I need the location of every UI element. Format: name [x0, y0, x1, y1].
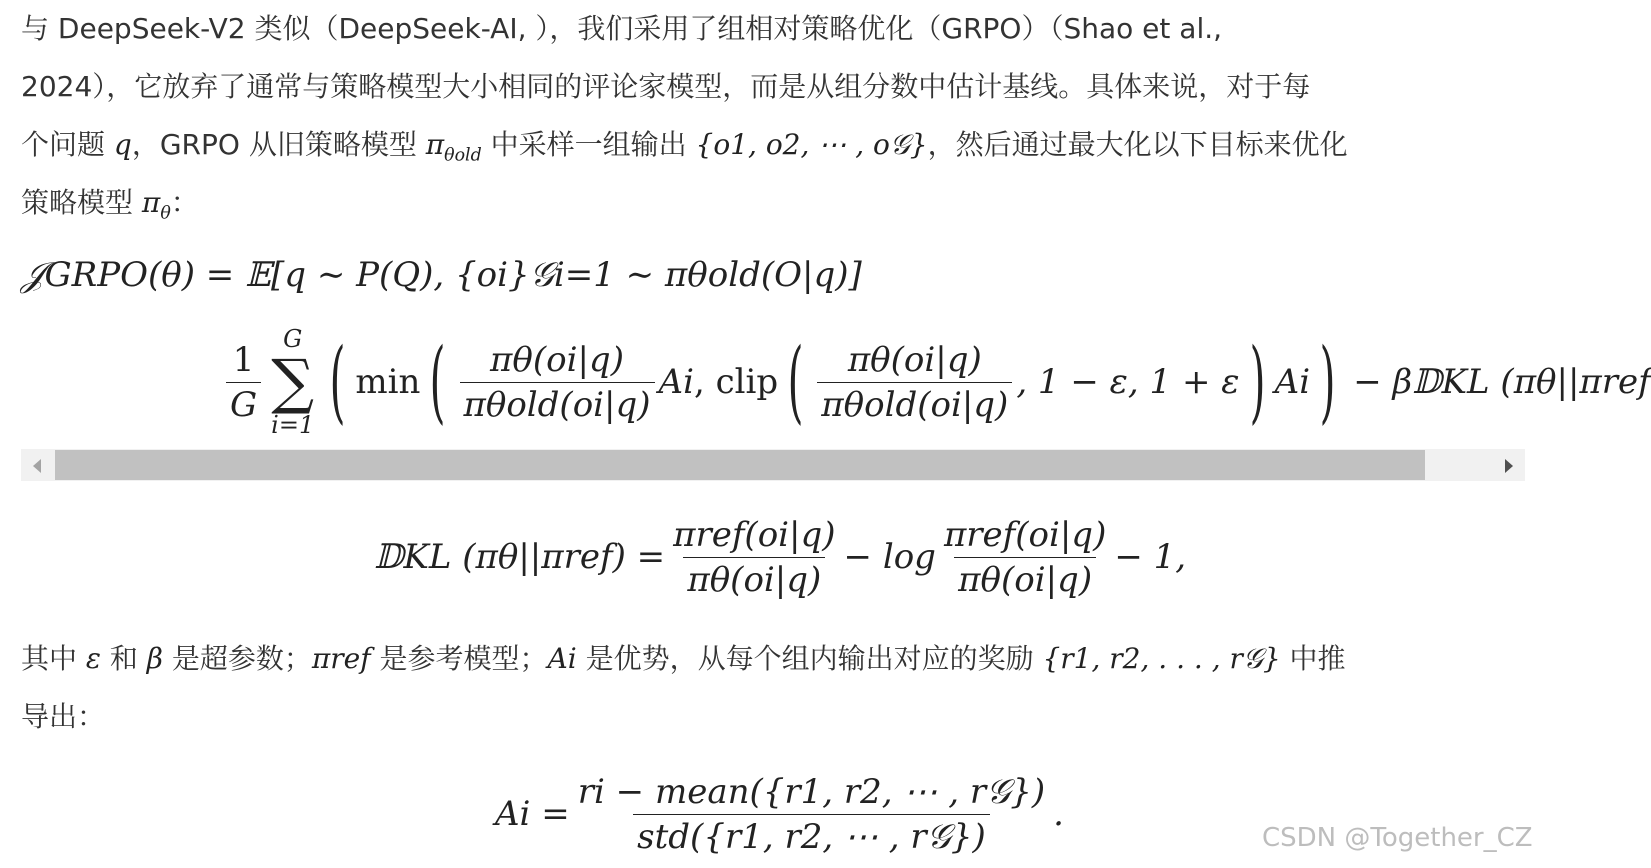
- intro-paragraph: [21, 0, 1531, 232]
- output-set: {o1, o2, ⋯ , o𝒢}: [695, 128, 928, 161]
- pi-ref: πref: [311, 642, 371, 675]
- clip-ratio-fraction: $\frac{\pi\theta(oi|q)}{\text{πθold(oi|q)}}$: [817, 340, 1012, 425]
- csdn-watermark: CSDN @Together_CZ: [1262, 823, 1533, 853]
- one-over-g: $\frac{1}{G}$: [226, 340, 261, 425]
- hyperparam-line-1: 其中 ε 和 β 是超参数；πref 是参考模型；Ai 是优势，从每个组内输出对应的奖励 {r1, r2, . . . , r𝒢} 中推: [21, 642, 1346, 675]
- pi-theta: $\pi_\theta$: [141, 186, 171, 224]
- scrollbar-thumb[interactable]: [55, 450, 1425, 480]
- hyperparam-paragraph: [21, 630, 1531, 746]
- ratio-fraction: $\frac{\pi\theta(oi|q)}{\text{πθold(oi|q)}}$: [460, 340, 655, 425]
- scroll-left-icon[interactable]: [33, 459, 41, 473]
- intro-line-3: 个问题 q，GRPO 从旧策略模型 $\pi_{\theta old}$ 中采样一组输出 {o1, o2, ⋯ , o𝒢}，然后通过最大化以下目标来优化: [21, 128, 1348, 166]
- advantage-equation: Ai = $\frac{\text{ri − mean(\{r1, r2, ⋯ , r𝒢\})}}{\text{std(\{r1, r2, ⋯ , r𝒢\})}}$ .: [495, 771, 1064, 857]
- advantage-fraction: $\frac{\text{ri − mean(\{r1, r2, ⋯ , r𝒢\})}}{\text{std(\{r1, r2, ⋯ , r𝒢\})}}$: [577, 771, 1046, 857]
- pi-old: $\pi_{\theta old}$: [425, 128, 482, 166]
- var-q: q: [113, 128, 132, 161]
- reward-set: {r1, r2, . . . , r𝒢}: [1042, 642, 1281, 675]
- hyperparam-line-2: 导出：: [21, 700, 106, 733]
- kl-divergence-equation: 𝔻KL (πθ||πref) = $\frac{\text{πref(oi|q)}}{\pi\theta(oi|q)}$ − log $\frac{\text{πref(oi|q)}}{\pi\theta(oi|q)}$ − 1,: [374, 514, 1187, 600]
- grpo-objective-line1: 𝒥GRPO(θ) = 𝔼[q ∼ P(Q), {oi}𝒢i=1 ∼ πθold(O|q)]: [21, 255, 862, 295]
- sum-symbol: G ∑ i=1: [271, 325, 315, 439]
- equation-horizontal-scrollbar[interactable]: [21, 449, 1525, 481]
- scroll-right-icon[interactable]: [1505, 459, 1513, 473]
- kl-fraction-2: $\frac{\text{πref(oi|q)}}{\pi\theta(oi|q)}$: [943, 514, 1107, 600]
- intro-line-4: 策略模型 $\pi_\theta$：: [21, 186, 199, 224]
- intro-line-1: 与 DeepSeek-V2 类似（DeepSeek-AI, ），我们采用了组相对策略优化（GRPO）（Shao et al.,: [21, 12, 1223, 45]
- kl-fraction-1: $\frac{\text{πref(oi|q)}}{\pi\theta(oi|q)}$: [673, 514, 836, 600]
- intro-line-2: 2024），它放弃了通常与策略模型大小相同的评论家模型，而是从组分数中估计基线。具体来说，对于每: [21, 70, 1311, 103]
- grpo-objective-line2: $\frac{1}{G}$ G ∑ i=1 ( min ( $\frac{\pi\theta(oi|q)}{\text{πθold(oi|q)}}$ Ai , clip ( $\frac{\pi\theta(oi|q)}{\text{πθold(oi|q)}}$ , 1 − ε, 1 + ε ) Ai ) − β𝔻KL (πθ||πref: [222, 318, 1525, 446]
